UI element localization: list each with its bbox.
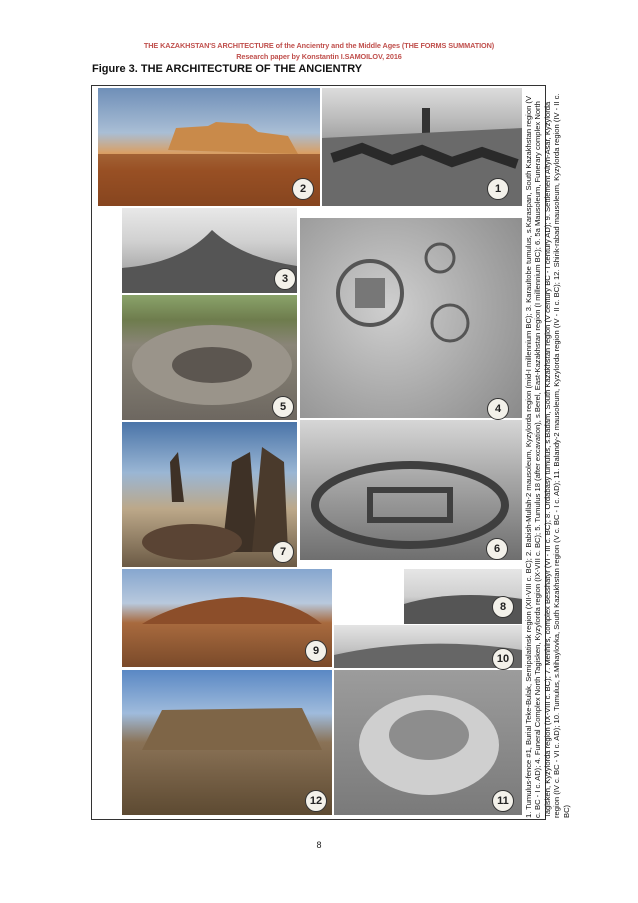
photo-3-mound: [122, 208, 297, 293]
photo-number: 6: [486, 538, 508, 560]
photo-number: 4: [487, 398, 509, 420]
photo-5-stones: [122, 295, 297, 420]
photo-2-ruin-shape: [98, 88, 320, 206]
running-header-title: THE KAZAKHSTAN'S ARCHITECTURE of the Ancientry and the Middle Ages (THE FORMS SUMMATION): [143, 41, 495, 50]
photo-4-circles: [300, 218, 522, 418]
photo-number: 11: [492, 790, 514, 812]
photo-6-walls: [300, 420, 522, 560]
photo-number: 1: [487, 178, 509, 200]
page-number: 8: [316, 840, 322, 850]
photo-3-karaultobe: [122, 208, 297, 293]
photo-12-shirik-rabad: [122, 670, 332, 815]
photo-number: 2: [292, 178, 314, 200]
photo-number: 5: [272, 396, 294, 418]
photo-number: 8: [492, 596, 514, 618]
figure-title: Figure 3. THE ARCHITECTURE OF THE ANCIENTRY: [92, 63, 363, 75]
figure-caption-wrapper: [524, 88, 571, 818]
figure-caption: 1. Tumulus-fence #1, Burial Teke-Bulak, Semipalatinsk region (XII-VIII c. BC); 2. Babish-Mullah-2 mausoleum, Kyzylorda region (mid-I millennium BC); 3. Karaultobe tumulus, s.Karaspan, South Kazakhstan region (V c. BC - I c. AD); 4. Funeral Complex North Tagisken, Kyzylorda region (IX-VIII c. BC); 5. Tumulus 18 (after excavation), s.Berel, East-Kazakhstan region (I millennium BC); 6. 5a Mausoleum, Funerary complex North Tagisken, Kyzylorda region (IX-VIII c. BC); 7. Menhirs, complex Besshatyr (VI - III c. BC); 8. Ordabasy tumulus, s.Badam, South Kazakhstan region (V century BC - I century AD); 9. Settlement Altyn-Asar, Kyzylorda region (IV c. BC - VI c. AD); 10. Tumulus, s.Mihaylovka, South Kazakhstan region (V c. BC - I c. AD); 11. Balandy-2 mausoleum, Kyzylorda region (IV - II c. BC); 12. Shirik-rabad mausoleum, Kyzylorda region (IV - II c. BC): [524, 93, 571, 818]
photo-number: 10: [492, 648, 514, 670]
photo-7-besshatyr-menhirs: [122, 422, 297, 567]
photo-number: 9: [305, 640, 327, 662]
photo-4-north-tagisken: [300, 218, 522, 418]
photo-12-walls: [122, 670, 332, 815]
photo-2-babish-mullah: [98, 88, 320, 206]
photo-number: 3: [274, 268, 296, 290]
photo-7-stones: [122, 422, 297, 567]
running-header-author: Research paper by Konstantin I.SAMOILOV, 2016: [236, 52, 402, 61]
photo-5-tumulus-18: [122, 295, 297, 420]
photo-number: 7: [272, 541, 294, 563]
photo-9-hill: [122, 569, 332, 667]
photo-number: 12: [305, 790, 327, 812]
photo-6-mausoleum-5a: [300, 420, 522, 560]
photo-9-altyn-asar: [122, 569, 332, 667]
